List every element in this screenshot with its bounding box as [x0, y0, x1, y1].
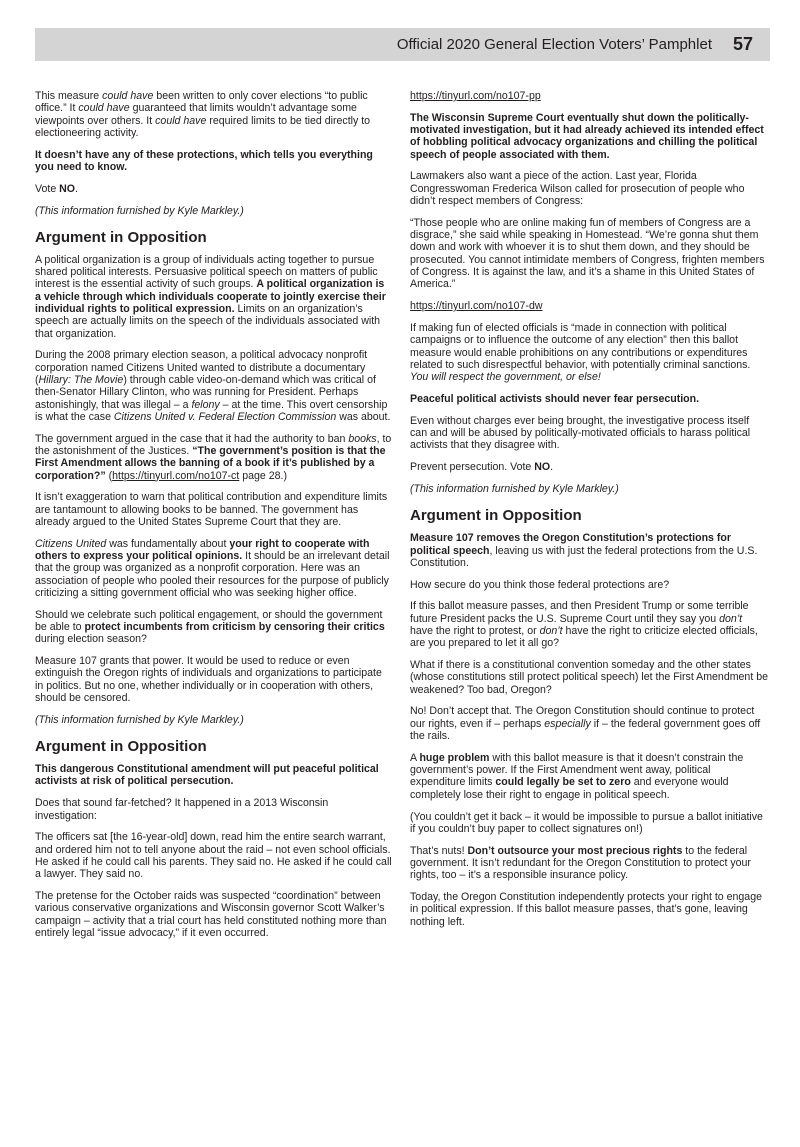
paragraph	[410, 90, 768, 102]
paragraph: Measure 107 removes the Oregon Constitution’s protections for political speech, leaving us with just the federal protections from the U.S. Constitution.	[410, 532, 758, 569]
attribution: (This information furnished by Kyle Markley.)	[35, 204, 244, 217]
page-number: 57	[732, 34, 753, 54]
paragraph: If making fun of elected officials is “made in connection with political campaigns or to influence the outcome of any election” then this ballot measure would enable prohibitions on any contributions or expenditures related to such disrespectful behavior, with potentially criminal sanctions. You will respect the government, or else!	[410, 321, 751, 384]
section-heading: Argument in Opposition	[35, 738, 207, 756]
pamphlet-title: Official 2020 General Election Voters’ Pamphlet	[396, 36, 712, 53]
attribution: (This information furnished by Kyle Markley.)	[410, 482, 619, 495]
vote-statement: Prevent persecution. Vote NO.	[410, 461, 554, 474]
paragraph: A huge problem with this ballot measure is that it doesn’t constrain the government’s power. If the First Amendment went away, political expenditure limits could legally be set to zero and everyone would completely lose their right to engage in political speech.	[410, 751, 744, 801]
paragraph: What if there is a constitutional convention someday and the other states (whose constitutions still protect political speech) let the First Amendment be weakened? Too bad, Oregon?	[410, 659, 768, 696]
paragraph: The government argued in the case that it had the authority to ban books, to the astonishment of the Justices. “The government’s position is that the First Amendment allows the banning of a book if it’s published by a corporation?” (https://tinyurl.com/no107-ct page 28.)	[35, 432, 392, 482]
citation-link[interactable]: https://tinyurl.com/no107-ct	[112, 469, 240, 482]
paragraph: Even without charges ever being brought, the investigative process itself can and will be abused by politically-motivated officials to harass political activists that they disagree with.	[410, 414, 751, 452]
bold-statement: Peaceful political activists should never fear persecution.	[410, 392, 700, 405]
paragraph	[410, 300, 768, 312]
paragraph: If this ballot measure passes, and then President Trump or some terrible future President packs the U.S. Supreme Court until they say you don’t have the right to protest, or don’t have the right to criticize elected officials, are you prepared to let it all go?	[410, 600, 758, 650]
citation-link[interactable]: https://tinyurl.com/no107-dw	[410, 300, 543, 313]
paragraph: Does that sound far-fetched? It happened in a 2013 Wisconsin investigation:	[35, 797, 329, 822]
attribution: (This information furnished by Kyle Markley.)	[35, 713, 244, 726]
paragraph: Today, the Oregon Constitution independently protects your right to engage in political expression. If this ballot measure passes, that’s gone, leaving nothing left.	[410, 891, 762, 928]
paragraph: This measure could have been written to only cover elections “to public office.” It could have guaranteed that limits wouldn’t advantage some viewpoints over others. It could have required limits to be tied directly to electioneering activity.	[35, 90, 371, 139]
paragraph: (You couldn’t get it back – it would be impossible to pursue a ballot initiative if you couldn’t buy paper to collect signatures on!)	[410, 810, 763, 835]
quote: “Those people who are online making fun of members of Congress are a disgrace,” she said while speaking in Homestead. “We’re gonna shut them down and work with whoever it is to shut them down, and they should be prosecuted. You cannot intimidate members of Congress, frighten members of Congress. It is against the law, and it’s a shame in this United States of America.”	[410, 216, 765, 291]
vote-statement: Vote NO.	[35, 182, 78, 195]
paragraph: During the 2008 primary election season, a political advocacy nonprofit corporation named Citizens United wanted to distribute a documentary (Hillary: The Movie) through cable video-on-demand which was critical of then-Senator Hillary Clinton, who was running for President. Perhaps astonishingly, that was illegal – a felony – at the time. This overt censorship is what the case Citizens United v. Federal Election Commission was about.	[35, 349, 391, 423]
section-heading: Argument in Opposition	[35, 228, 207, 246]
bold-statement: This dangerous Constitutional amendment will put peaceful political activists at risk of political persecution.	[35, 763, 379, 788]
paragraph: No! Don’t accept that. The Oregon Constitution should continue to protect our rights, even if – perhaps especially if – the federal government goes off the rails.	[410, 705, 761, 743]
paragraph: Lawmakers also want a piece of the action. Last year, Florida Congresswoman Frederica Wilson called for prosecution of people who didn’t respect members of Congress:	[410, 170, 745, 208]
paragraph: A political organization is a group of individuals acting together to pursue shared political interests. Persuasive political speech on matters of public interest is the essential activity of such groups. A political organization is a vehicle through which individuals cooperate to jointly exercise their individual rights to political expression. Limits on an organization’s speech are actually limits on the speech of the individuals associated with that organization.	[35, 253, 386, 340]
paragraph: Should we celebrate such political engagement, or should the government be able to protect incumbents from criticism by censoring their critics during election season?	[35, 608, 385, 646]
paragraph: Measure 107 grants that power. It would be used to reduce or even extinguish the Oregon rights of individuals and organizations to participate in politics. But no one, whether individually or in cooperation with others, should be censored.	[35, 655, 382, 705]
paragraph: Citizens United was fundamentally about your right to cooperate with others to express your political opinions. It should be an irrelevant detail that the group was organized as a nonprofit corporation. Here was an association of people who pooled their resources for the purpose of publicly criticizing a sitting government official who was seeking higher office.	[35, 537, 390, 599]
section-heading: Argument in Opposition	[410, 507, 582, 525]
paragraph: The officers sat [the 16-year-old] down, read him the entire search warrant, and ordered him not to tell anyone about the raid – not even school officials. He asked if he could call his parents. They said no. He asked if he could call a lawyer. They said no.	[35, 831, 392, 881]
bold-statement: The Wisconsin Supreme Court eventually shut down the politically-motivated investigation, but it had already achieved its intended effect of hobbling political advocacy organizations and chilling the political speech of people associated with them.	[410, 111, 764, 161]
paragraph: How secure do you think those federal protections are?	[410, 578, 670, 591]
bold-statement: It doesn’t have any of these protections, which tells you everything you need to know.	[35, 148, 373, 173]
paragraph: It isn’t exaggeration to warn that political contribution and expenditure limits are tantamount to allowing books to be banned. The government has already argued to the United States Supreme Court that they are.	[35, 491, 388, 529]
page-header	[35, 28, 770, 61]
left-column	[35, 90, 393, 949]
right-column	[410, 90, 768, 937]
paragraph: That’s nuts! Don’t outsource your most precious rights to the federal government. It isn’t redundant for the Oregon Constitution to protect your rights, too – it’s a responsible insurance policy.	[410, 844, 751, 882]
citation-link[interactable]: https://tinyurl.com/no107-pp	[410, 90, 541, 102]
paragraph: The pretense for the October raids was suspected “coordination” between various conservative organizations and Wisconsin governor Scott Walker’s campaign – activity that a trial court has held constituted nothing more than entirely legal “issue advocacy,” if it even occurred.	[35, 890, 387, 939]
